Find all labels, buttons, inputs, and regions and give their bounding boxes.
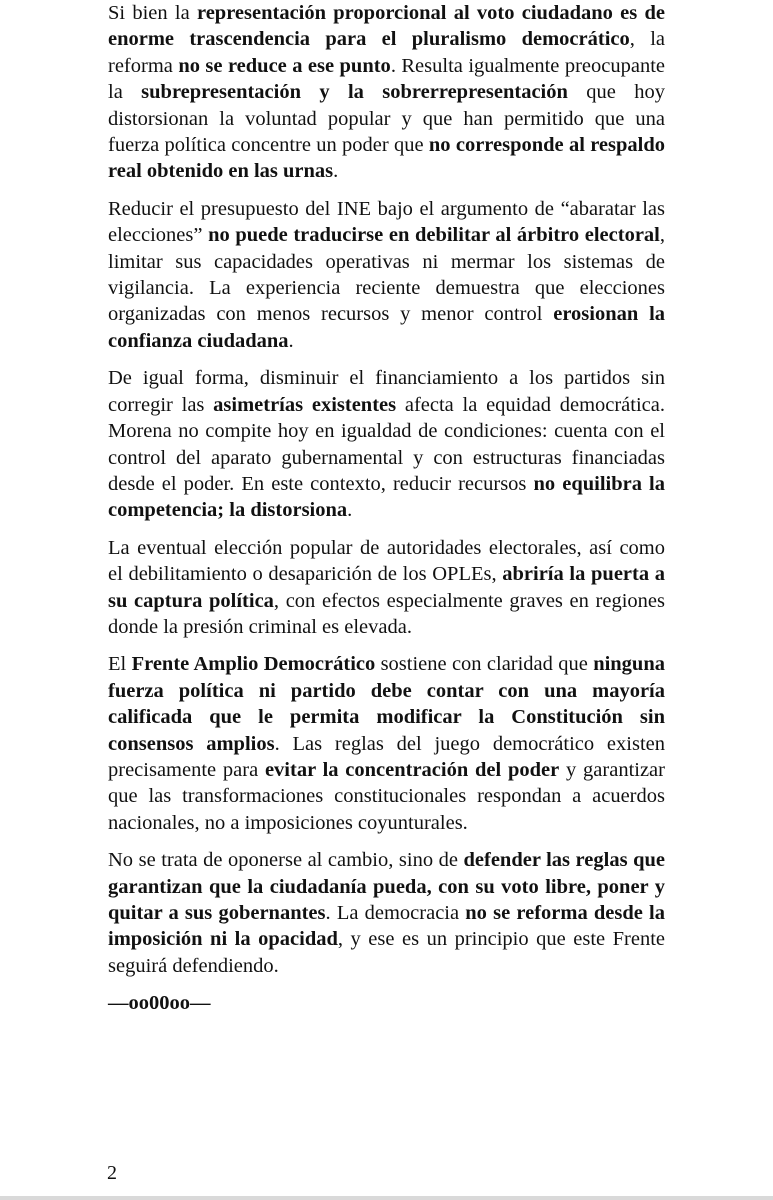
bold-text-run: no puede traducirse en debilitar al árbitro electoral — [208, 224, 660, 247]
paragraph-1 — [108, 0, 665, 185]
bold-text-run: abriría la puerta a su captura política — [108, 563, 665, 612]
text-run: sostiene con claridad que — [375, 653, 594, 676]
text-run: Si bien la — [108, 2, 197, 24]
text-run: . — [333, 160, 339, 183]
paragraph-5 — [108, 651, 665, 836]
text-run: . La democracia — [325, 902, 466, 924]
paragraph-2 — [108, 196, 665, 354]
text-run: . Resulta igualmente preocupante la — [108, 54, 666, 104]
text-run: y garantizar que las transformaciones constitucionales respondan a acuerdos nacionales, no a imposiciones coyunturales. — [108, 758, 665, 834]
bold-text-run: no equilibra la competencia; la distorsiona — [108, 472, 665, 522]
paragraph-3 — [108, 365, 665, 523]
text-run: , con efectos especialmente graves en regiones donde la presión criminal es elevada. — [108, 589, 665, 638]
text-run: La eventual elección popular de autoridades electorales, así como el debilitamiento o desaparición de los OPLEs, — [108, 536, 665, 586]
page-bottom-edge — [0, 1196, 773, 1200]
document-body — [108, 0, 665, 1016]
bold-text-run: no corresponde al respaldo real obtenido en las urnas — [108, 134, 665, 183]
bold-text-run: Frente Amplio Democrático — [131, 653, 376, 676]
bold-text-run: evitar la concentración del poder — [264, 758, 560, 781]
text-run: afecta la equidad democrática. Morena no compite hoy en igualdad de condiciones: cuenta con el control del aparato gubernamental y con estructuras financiadas desde el poder. En este contexto, reducir recursos — [108, 393, 665, 495]
text-run: No se trata de oponerse al cambio, sino de — [108, 849, 464, 872]
paragraph-4 — [108, 535, 665, 641]
bold-text-run: ninguna fuerza política ni partido debe contar con una mayoría calificada que le permita modificar la Constitución sin consensos amplios — [108, 653, 665, 755]
bold-text-run: erosionan la confianza ciudadana — [108, 303, 666, 352]
closing-mark: —oo00oo— — [108, 992, 211, 1015]
bold-text-run: asimetrías existentes — [213, 393, 397, 416]
text-run: , y ese es un principio que este Frente seguirá defendiendo. — [108, 928, 665, 977]
text-run: De igual forma, disminuir el financiamiento a los partidos sin corregir las — [108, 367, 665, 416]
bold-text-run: defender las reglas que garantizan que la ciudadanía pueda, con su voto libre, poner y quitar a sus gobernantes — [108, 849, 665, 924]
text-run: , la reforma — [108, 28, 665, 77]
paragraph-6 — [108, 847, 665, 979]
text-run: . — [347, 499, 353, 522]
text-run: . Las reglas del juego democrático existen precisamente para — [108, 732, 665, 781]
bold-text-run: no se reforma desde la imposición ni la opacidad — [108, 902, 665, 951]
text-run: , limitar sus capacidades operativas ni mermar los sistemas de vigilancia. La experiencia reciente demuestra que elecciones organizadas con menos recursos y menor control — [108, 224, 665, 326]
bold-text-run: representación proporcional al voto ciudadano es de enorme trascendencia para el pluralismo democrático — [108, 2, 665, 51]
text-run: Reducir el presupuesto del INE bajo el argumento de “abaratar las elecciones” — [108, 197, 665, 247]
text-run: El — [108, 653, 132, 676]
bold-text-run: subrepresentación y la sobrerrepresentación — [141, 81, 568, 104]
text-run: que hoy distorsionan la voluntad popular y que han permitido que una fuerza política concentre un poder que — [108, 81, 665, 157]
text-run: . — [288, 329, 294, 352]
bold-text-run: no se reduce a ese punto — [178, 54, 391, 77]
page-number: 2 — [107, 1162, 117, 1184]
